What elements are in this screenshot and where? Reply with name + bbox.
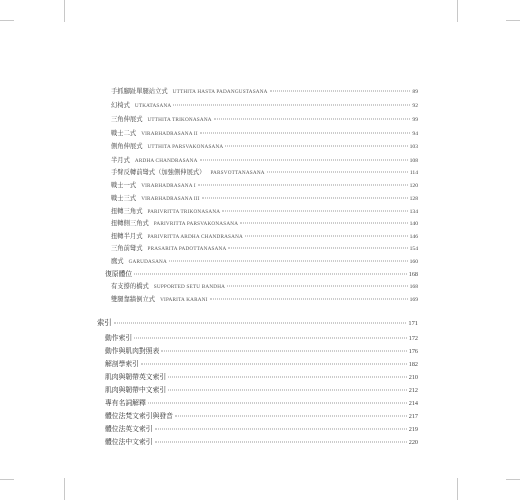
toc-leader-dots — [198, 185, 408, 186]
toc-leader-dots — [148, 403, 407, 404]
toc-entry[interactable] — [111, 100, 418, 109]
toc-entry[interactable] — [111, 86, 418, 95]
toc-entry-sanskrit: VIPARITA KARANI — [160, 297, 208, 303]
toc-entry-title: 扭轉三角式 — [111, 208, 143, 215]
toc-entry-sanskrit: UTTHITA PARSVAKONASANA — [147, 144, 224, 150]
toc-leader-dots — [168, 377, 407, 378]
toc-part[interactable] — [97, 318, 418, 328]
toc-entry-sanskrit: VIRABHADRASANA II — [141, 131, 198, 137]
toc-entry-sanskrit: GARUDASANA — [128, 259, 167, 265]
toc-entry-sanskrit: UTTHITA TRIKONASANA — [147, 117, 212, 123]
toc-leader-dots — [210, 299, 408, 300]
toc-entry-sanskrit: PRASARITA PADOTTANASANA — [147, 246, 227, 252]
toc-leader-dots — [141, 364, 407, 365]
toc-leader-dots — [161, 351, 406, 352]
toc-entry[interactable] — [111, 231, 418, 240]
toc-section-title: 專有名詞解釋 — [105, 399, 146, 407]
toc-section-title: 體位法中文索引 — [105, 438, 153, 446]
toc-entry-sanskrit: ARDHA CHANDRASANA — [134, 158, 198, 164]
toc-entry-title: 扭轉半月式 — [111, 233, 143, 240]
toc-entry-title: 戰士三式 — [111, 195, 137, 202]
crop-mark — [0, 20, 14, 21]
toc-entry-page: 169 — [409, 297, 418, 303]
toc-section-page: 220 — [408, 439, 418, 446]
toc-entry-title: 幻椅式 — [111, 102, 130, 109]
toc-entry-sanskrit: PARIVRITTA ARDHA CHANDRASANA — [147, 234, 243, 240]
toc-entry-page: 128 — [409, 196, 418, 202]
toc-entry-title: 有支撐的橋式 — [111, 283, 149, 290]
toc-section-page: 219 — [408, 426, 418, 433]
crop-mark — [64, 0, 65, 22]
toc-entry[interactable] — [111, 243, 418, 252]
toc-entry-page: 134 — [409, 209, 418, 215]
toc-entry[interactable] — [111, 206, 418, 215]
toc-section[interactable] — [105, 371, 418, 381]
crop-mark — [457, 478, 458, 500]
toc-leader-dots — [228, 248, 407, 249]
toc-leader-dots — [214, 119, 411, 120]
toc-section[interactable] — [105, 384, 418, 394]
toc-section[interactable] — [105, 423, 418, 433]
toc-leader-dots — [169, 261, 408, 262]
toc-entry[interactable] — [111, 114, 418, 123]
toc-section-title: 解剖學索引 — [105, 360, 139, 368]
toc-entry[interactable] — [111, 128, 418, 137]
toc-entry-title: 手抓腳趾單腿站立式 — [111, 88, 168, 95]
toc-entry[interactable] — [111, 281, 418, 290]
toc-leader-dots — [200, 160, 408, 161]
toc-entry[interactable] — [111, 167, 418, 176]
toc-entry[interactable] — [111, 294, 418, 303]
toc-section[interactable] — [105, 268, 418, 278]
toc-entry-page: 99 — [412, 117, 418, 123]
toc-leader-dots — [270, 91, 411, 92]
toc-entry-sanskrit: PARIVRITTA PARSVAKONASANA — [153, 221, 239, 227]
crop-mark — [506, 20, 520, 21]
toc-entry-title: 扭轉側三角式 — [111, 220, 149, 227]
toc-section-title: 動作與肌肉對照表 — [105, 347, 160, 355]
toc-entry-title: 側角伸展式 — [111, 143, 143, 150]
toc-leader-dots — [155, 442, 407, 443]
toc-entry-sanskrit: VIRABHADRASANA III — [141, 196, 200, 202]
toc-entry-page: 160 — [409, 259, 418, 265]
toc-section-page: 212 — [408, 387, 418, 394]
toc-leader-dots — [155, 429, 407, 430]
toc-section-page: 182 — [408, 361, 418, 368]
toc-entry-page: 168 — [409, 284, 418, 290]
toc-leader-dots — [225, 146, 407, 147]
toc-leader-dots — [134, 338, 407, 339]
toc-entry-title: 雙腿靠牆倒立式 — [111, 296, 156, 303]
toc-entry-sanskrit: UTKATASANA — [134, 103, 172, 109]
toc-leader-dots — [114, 323, 407, 324]
toc-section-title: 體位法梵文索引與發音 — [105, 412, 173, 420]
toc-entry-page: 146 — [409, 234, 418, 240]
toc-leader-dots — [200, 133, 411, 134]
toc-section-title: 動作索引 — [105, 334, 133, 342]
toc-entry-sanskrit: UTTHITA HASTA PADANGUSTASANA — [172, 89, 268, 95]
toc-section[interactable] — [105, 436, 418, 446]
toc-leader-dots — [240, 223, 407, 224]
toc-entry-page: 89 — [412, 89, 418, 95]
toc-entry-title: 鷹式 — [111, 258, 124, 265]
toc-leader-dots — [175, 416, 407, 417]
toc-entry[interactable] — [111, 193, 418, 202]
toc-section-title: 肌肉與韌帶中文索引 — [105, 386, 167, 394]
toc-section[interactable] — [105, 332, 418, 342]
toc-section-page: 168 — [408, 271, 418, 278]
toc-entry-title: 手臂反轉前彎式（加強側伸展式） — [111, 169, 206, 176]
toc-leader-dots — [267, 172, 408, 173]
toc-entry-sanskrit: PARIVRITTA TRIKONASANA — [147, 209, 221, 215]
crop-mark — [457, 0, 458, 22]
toc-entry-page: 94 — [412, 131, 418, 137]
toc-section-title: 復原體位 — [105, 270, 133, 278]
toc-leader-dots — [173, 105, 410, 106]
toc-entry-page: 140 — [409, 221, 418, 227]
toc-part-title: 索引 — [97, 318, 112, 327]
toc-entry-title: 三角伸展式 — [111, 116, 143, 123]
toc-entry-page: 154 — [409, 246, 418, 252]
toc-section[interactable] — [105, 358, 418, 368]
toc-entry-page: 92 — [412, 103, 418, 109]
toc-section-page: 176 — [408, 348, 418, 355]
toc-leader-dots — [227, 286, 407, 287]
crop-mark — [506, 479, 520, 480]
toc-section[interactable] — [105, 397, 418, 407]
toc-entry-sanskrit: VIRABHADRASANA I — [141, 183, 196, 189]
toc-section-page: 172 — [408, 335, 418, 342]
toc-leader-dots — [168, 390, 407, 391]
toc-entry-page: 120 — [409, 183, 418, 189]
toc-leader-dots — [134, 274, 407, 275]
toc-section-page: 210 — [408, 374, 418, 381]
toc-leader-dots — [222, 211, 407, 212]
toc-entry-sanskrit: SUPPORTED SETU BANDHA — [153, 284, 226, 290]
crop-mark — [0, 479, 14, 480]
toc-section-title: 肌肉與韌帶英文索引 — [105, 373, 167, 381]
toc-section-title: 體位法英文索引 — [105, 425, 153, 433]
toc-entry-sanskrit: PARSVOTTANASANA — [210, 170, 265, 176]
toc-part-page: 171 — [408, 320, 418, 327]
toc-section[interactable] — [105, 410, 418, 420]
crop-mark — [64, 478, 65, 500]
toc-entry-title: 戰士一式 — [111, 182, 137, 189]
toc-entry[interactable] — [111, 256, 418, 265]
toc-entry[interactable] — [111, 180, 418, 189]
toc-entry-page: 103 — [409, 144, 418, 150]
toc-entry-title: 戰士二式 — [111, 130, 137, 137]
toc-section-page: 217 — [408, 413, 418, 420]
toc-entry-page: 114 — [409, 170, 418, 176]
toc-entry[interactable] — [111, 155, 418, 164]
toc-entry-page: 108 — [409, 158, 418, 164]
toc-section-page: 214 — [408, 400, 418, 407]
toc-leader-dots — [245, 236, 408, 237]
toc-entry-title: 三角前彎式 — [111, 245, 143, 252]
toc-leader-dots — [202, 198, 408, 199]
toc-section[interactable] — [105, 345, 418, 355]
toc-entry-title: 半月式 — [111, 157, 130, 164]
toc-entry[interactable] — [111, 141, 418, 150]
toc-entry[interactable] — [111, 218, 418, 227]
